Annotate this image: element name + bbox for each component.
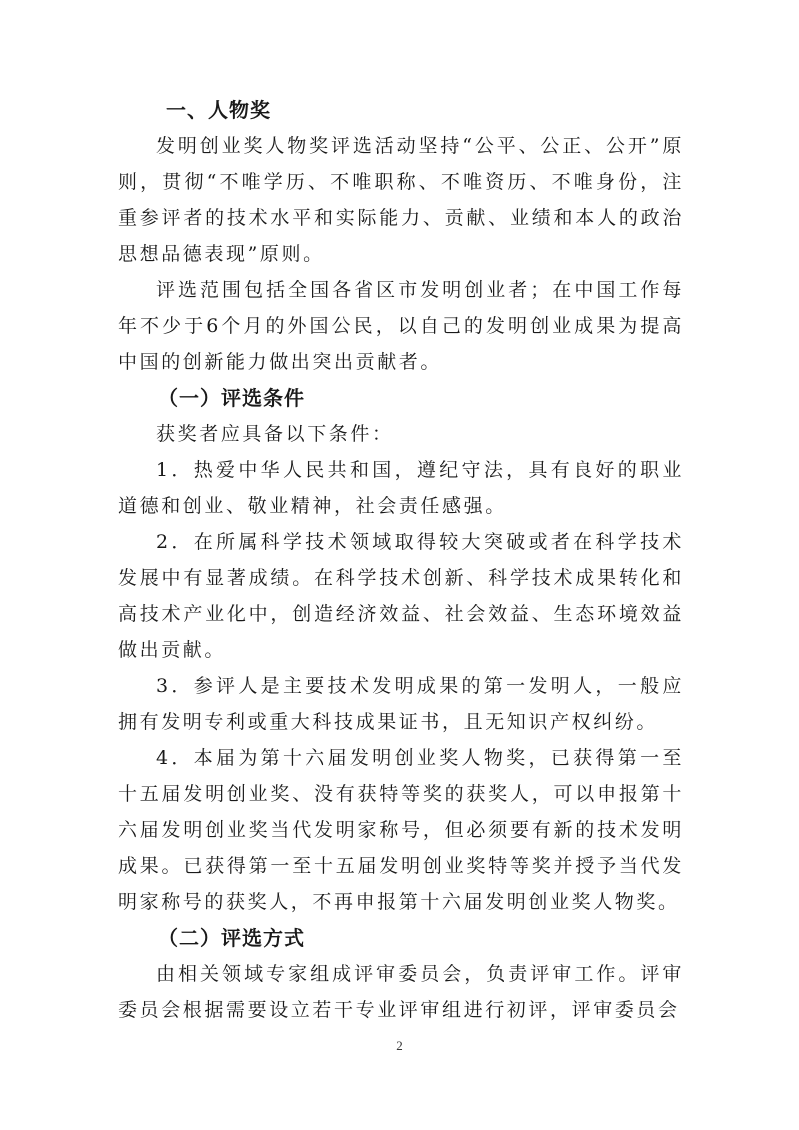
paragraph-scope: 评选范围包括全国各省区市发明创业者；在中国工作每年不少于6个月的外国公民，以自己的发明创业成果为提高中国的创新能力做出突出贡献者。 — [118, 279, 684, 373]
section-title: 一、人物奖 — [166, 98, 271, 122]
subsection-criteria-title: （一）评选条件 — [158, 386, 305, 410]
subsection-method-title: （二）评选方式 — [158, 926, 305, 950]
page-number: 2 — [396, 1038, 403, 1053]
condition-item-4: 4．本届为第十六届发明创业奖人物奖，已获得第一至十五届发明创业奖、没有获特等奖的获奖人，可以申报第十六届发明创业奖当代发明家称号，但必须要有新的技术发明成果。已获得第一至十五届发明创业奖特等奖并授予当代发明家称号的获奖人，不再申报第十六届发明创业奖人物奖。 — [118, 747, 684, 913]
condition-item-2: 2．在所属科学技术领域取得较大突破或者在科学技术发展中有显著成绩。在科学技术创新、科学技术成果转化和高技术产业化中，创造经济效益、社会效益、生态环境效益做出贡献。 — [118, 531, 684, 661]
condition-item-1: 1．热爱中华人民共和国，遵纪守法，具有良好的职业道德和创业、敬业精神，社会责任感强。 — [118, 459, 684, 517]
conditions-intro: 获奖者应具备以下条件： — [156, 423, 394, 445]
paragraph-principles: 发明创业奖人物奖评选活动坚持“公平、公正、公开”原则，贯彻“不唯学历、不唯职称、不唯资历、不唯身份，注重参评者的技术水平和实际能力、贡献、业绩和本人的政治思想品德表现”原则。 — [118, 135, 684, 265]
condition-item-3: 3．参评人是主要技术发明成果的第一发明人，一般应拥有发明专利或重大科技成果证书，且无知识产权纠纷。 — [118, 675, 684, 733]
paragraph-method: 由相关领域专家组成评审委员会，负责评审工作。评审委员会根据需要设立若干专业评审组进行初评，评审委员会 — [118, 963, 684, 1021]
document-body — [118, 92, 684, 1028]
